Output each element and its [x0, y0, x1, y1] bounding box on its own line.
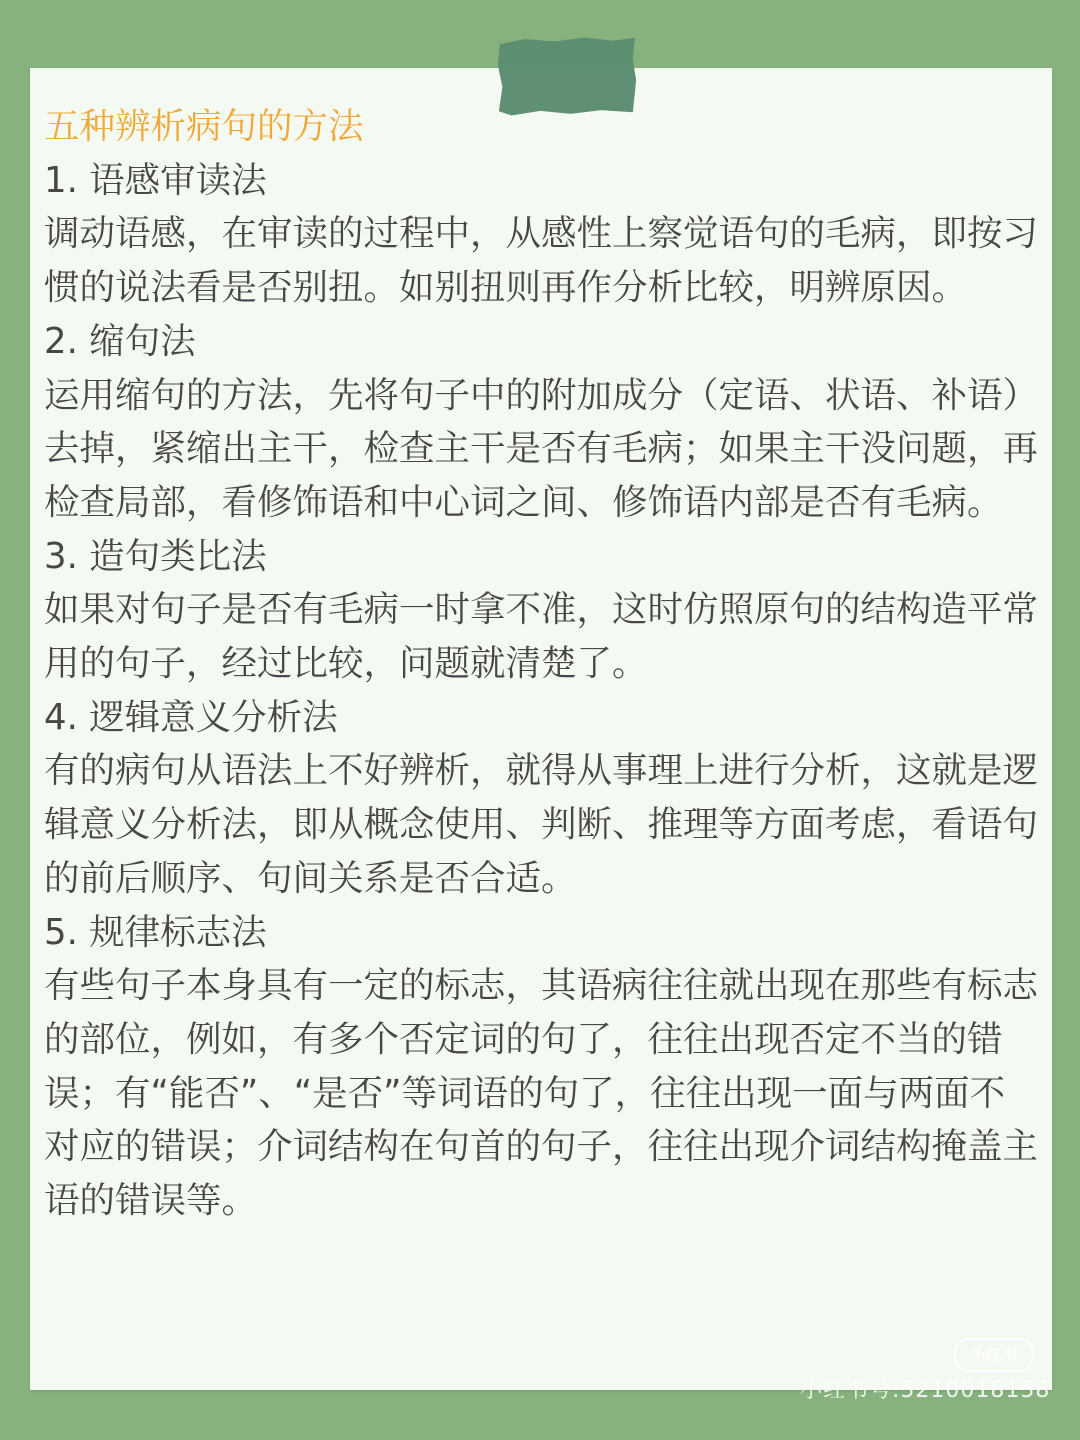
section-body-1: 调动语感，在审读的过程中，从感性上察觉语句的毛病，即按习惯的说法看是否别扭。如别扭则再作分析比较，明辨原因。: [44, 213, 1039, 309]
section-body-3: 如果对句子是否有毛病一时拿不准，这时仿照原句的结构造平常用的句子，经过比较，问题就清楚了。: [44, 589, 1039, 685]
section-heading-1: 1. 语感审读法: [44, 159, 267, 201]
section-body-5: 有些句子本身具有一定的标志，其语病往往就出现在那些有标志的部位，例如，有多个否定词的句了，往往出现否定不当的错误；有“能否”、“是否”等词语的句了，往往出现一面与两面不对应的错误；介词结构在句首的句子，往往出现介词结构掩盖主语的错误等。: [44, 965, 1039, 1222]
section-heading-3: 3. 造句类比法: [44, 535, 267, 577]
section-heading-4: 4. 逻辑意义分析法: [44, 696, 338, 738]
article-title: 五种辨析病句的方法: [44, 106, 364, 147]
section-heading-2: 2. 缩句法: [44, 320, 196, 362]
section-body-2: 运用缩句的方法，先将句子中的附加成分（定语、状语、补语）去掉，紧缩出主干，检查主干是否有毛病；如果主干没问题，再检查局部，看修饰语和中心词之间、修饰语内部是否有毛病。: [44, 374, 1039, 523]
article-content: [44, 100, 1038, 1228]
section-body-4: 有的病句从语法上不好辨析，就得从事理上进行分析，这就是逻辑意义分析法，即从概念使用、判断、推理等方面考虑，看语句的前后顺序、句间关系是否合适。: [44, 750, 1039, 899]
watermark-logo: 小红书: [954, 1338, 1034, 1372]
section-heading-5: 5. 规律标志法: [44, 911, 267, 953]
watermark-id: 小红书号:5210018158: [800, 1378, 1051, 1403]
